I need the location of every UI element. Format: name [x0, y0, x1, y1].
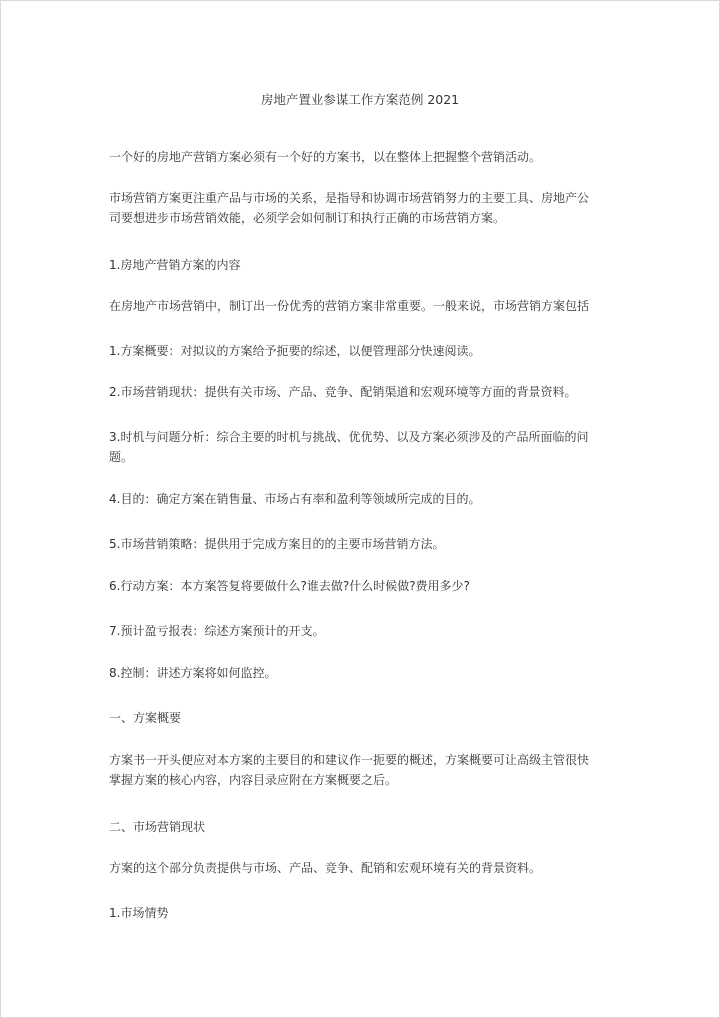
paragraph-line: 5.市场营销策略：提供用于完成方案目的的主要市场营销方法。 — [109, 537, 445, 551]
subheading-market-situation — [109, 903, 617, 923]
paragraph-line: 4.目的：确定方案在销售量、市场占有率和盈利等领域所完成的目的。 — [109, 492, 481, 506]
paragraph-line: 8.控制：讲述方案将如何监控。 — [109, 666, 277, 680]
paragraph-summary — [109, 750, 617, 790]
paragraph-line: 3.时机与问题分析：综合主要的时机与挑战、优优势、以及方案必须涉及的产品所面临的问 — [109, 430, 589, 444]
list-item-strategy — [109, 534, 617, 554]
paragraph-line: 1.房地产营销方案的内容 — [109, 258, 241, 272]
paragraph-plan-includes — [109, 296, 617, 316]
paragraph-line: 掌握方案的核心内容，内容目录应附在方案概要之后。 — [109, 773, 398, 787]
paragraph-line: 7.预计盈亏报表：综述方案预计的开支。 — [109, 624, 325, 638]
list-item-control — [109, 663, 617, 683]
paragraph-marketing-plan — [109, 188, 617, 228]
paragraph-line: 6.行动方案：本方案答复将要做什么?谁去做?什么时候做?费用多少? — [109, 579, 470, 593]
paragraph-line: 1.市场情势 — [109, 906, 169, 920]
list-item-action-plan — [109, 576, 617, 596]
paragraph-market-status — [109, 858, 617, 878]
section-heading-plan-contents — [109, 255, 617, 275]
list-item-market-status — [109, 382, 617, 402]
paragraph-line: 市场营销方案更注重产品与市场的关系，是指导和协调市场营销努力的主要工具、房地产公 — [109, 191, 590, 205]
paragraph-line: 二、市场营销现状 — [109, 820, 206, 834]
paragraph-intro — [109, 147, 617, 167]
paragraph-line: 方案的这个部分负责提供与市场、产品、竞争、配销和宏观环境有关的背景资料。 — [109, 861, 542, 875]
paragraph-line: 方案书一开头便应对本方案的主要目的和建议作一扼要的概述，方案概要可让高级主管很快 — [109, 753, 590, 767]
list-item-opportunity-analysis — [109, 427, 617, 467]
list-item-summary — [109, 341, 617, 361]
paragraph-line: 在房地产市场营销中，制订出一份优秀的营销方案非常重要。一般来说，市场营销方案包括 — [109, 299, 590, 313]
list-item-profit-loss — [109, 621, 617, 641]
paragraph-line: 2.市场营销现状：提供有关市场、产品、竞争、配销渠道和宏观环境等方面的背景资料。 — [109, 385, 577, 399]
paragraph-line: 一、方案概要 — [109, 711, 182, 725]
section-heading-summary — [109, 708, 617, 728]
list-item-objectives — [109, 489, 617, 509]
paragraph-line: 1.方案概要：对拟议的方案给予扼要的综述，以便管理部分快速阅读。 — [109, 344, 481, 358]
paragraph-line: 司要想进步市场营销效能，必须学会如何制订和执行正确的市场营销方案。 — [109, 211, 506, 225]
paragraph-line: 一个好的房地产营销方案必须有一个好的方案书，以在整体上把握整个营销活动。 — [109, 150, 542, 164]
section-heading-market-status — [109, 817, 617, 837]
paragraph-line: 题。 — [109, 450, 134, 464]
document-title: 房地产置业参谋工作方案范例 2021 — [260, 92, 460, 107]
